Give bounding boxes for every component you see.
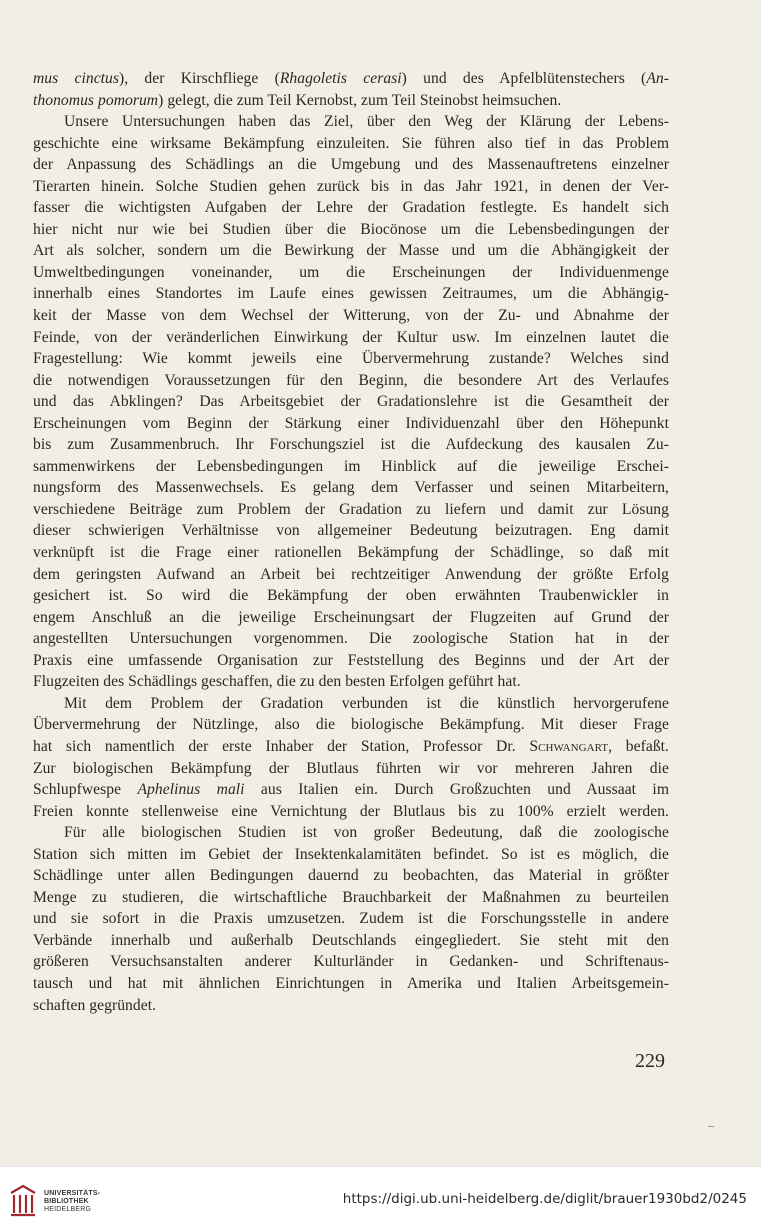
text-line: sammenwirkens der Lebensbedingungen im Hinblick auf die jeweilige Erschei-: [33, 457, 669, 475]
text-line: Zur biologischen Bekämpfung der Blutlaus führten wir vor mehreren Jahren die: [33, 759, 669, 777]
text-line: Erscheinungen vom Beginn der Stärkung einer Individuenzahl über den Höhepunkt: [33, 414, 669, 432]
library-name[interactable]: [44, 1190, 100, 1214]
text-line: der Anpassung des Schädlings an die Umgebung und des Massenauftretens einzelner: [33, 156, 669, 174]
text-line: Flugzeiten des Schädlings geschaffen, die zu den besten Erfolgen geführt hat.: [33, 673, 521, 691]
text-line: Für alle biologischen Studien ist von großer Bedeutung, daß die zoologische: [64, 824, 669, 842]
permalink-url[interactable]: https://digi.ub.uni-heidelberg.de/diglit/brauer1930bd2/0245: [342, 1191, 747, 1207]
library-name-line: UNIVERSITÄTS-: [44, 1190, 101, 1197]
body-text: [33, 68, 669, 1016]
text-line: tausch und hat mit ähnlichen Einrichtungen in Amerika und Italien Arbeitsgemein-: [33, 974, 669, 992]
text-line: gesichert ist. So wird die Bekämpfung der oben erwähnten Traubenwickler in: [33, 587, 669, 605]
page-number: 229: [635, 1050, 665, 1072]
viewer-footer: [0, 1166, 761, 1231]
text-line: angestellten Untersuchungen vorgenommen. Die zoologische Station hat in der: [33, 630, 669, 648]
text-line: und das Abklingen? Das Arbeitsgebiet der Gradationslehre ist die Gesamtheit der: [33, 393, 669, 411]
library-name-line: HEIDELBERG: [44, 1206, 92, 1213]
text-line: bis zum Zusammenbruch. Ihr Forschungsziel ist die Aufdeckung des kausalen Zu-: [33, 436, 669, 454]
text-line: hat sich namentlich der erste Inhaber der Station, Professor Dr. Schwangart, befaßt.: [33, 737, 669, 755]
text-line: Feinde, von der veränderlichen Einwirkung der Kultur usw. Im einzelnen lautet die: [33, 328, 669, 346]
text-line: fasser die wichtigsten Aufgaben der Lehre der Gradation festlegte. Es handelt sich: [33, 199, 669, 217]
text-line: Übervermehrung der Nützlinge, also die biologische Bekämpfung. Mit dieser Frage: [33, 716, 669, 734]
text-line: hier nicht nur wie bei Studien über die Biocönose um die Lebensbedingungen der: [33, 220, 669, 238]
text-line: dieser schwierigen Verhältnisse von allgemeiner Bedeutung beizutragen. Eng damit: [33, 522, 669, 540]
text-line: Mit dem Problem der Gradation verbunden ist die künstlich hervorgerufene: [64, 694, 669, 712]
text-line: schaften gegründet.: [33, 996, 157, 1014]
text-line: mus cinctus), der Kirschfliege (Rhagoletis cerasi) und des Apfelblütenstechers (An-: [33, 70, 669, 87]
text-line: Fragestellung: Wie kommt jeweils eine Übervermehrung zustande? Welches sind: [33, 350, 669, 368]
text-line: Verbände innerhalb und außerhalb Deutschlands eingegliedert. Sie steht mit den: [33, 931, 669, 949]
text-line: die notwendigen Voraussetzungen für den Beginn, die besondere Art des Verlaufes: [33, 371, 669, 389]
text-line: Schlupfwespe Aphelinus mali aus Italien ein. Durch Großzuchten und Aussaat im: [33, 781, 669, 799]
text-line: verschiedene Beiträge zum Problem der Gradation zu liefern und damit zur Lösung: [33, 500, 669, 518]
text-line: Tierarten hinein. Solche Studien gehen zurück bis in das Jahr 1921, in denen der Ver-: [33, 177, 669, 195]
text-line: Station sich mitten im Gebiet der Insektenkalamitäten befindet. So ist es möglich, die: [33, 845, 669, 863]
text-line: Praxis eine umfassende Organisation zur Feststellung des Beginns und der Art der: [33, 651, 669, 669]
text-line: Schädlinge unter allen Bedingungen dauernd zu beobachten, das Material in größter: [33, 867, 669, 885]
text-line: Unsere Untersuchungen haben das Ziel, über den Weg der Klärung der Lebens-: [64, 113, 669, 131]
text-line: keit der Masse von dem Wechsel der Witterung, von der Zu- und Abnahme der: [33, 307, 669, 325]
text-line: geschichte eine wirksame Bekämpfung einzuleiten. Sie führen also tief in das Problem: [33, 134, 669, 152]
scan-mark: [708, 1126, 714, 1127]
text-line: Menge zu studieren, die wirtschaftliche Brauchbarkeit der Maßnahmen zu beurteilen: [33, 888, 669, 906]
text-line: Umweltbedingungen voneinander, um die Erscheinungen der Individuenmenge: [33, 263, 669, 281]
university-library-logo-icon[interactable]: [8, 1183, 38, 1217]
text-line: verknüpft ist die Frage einer rationellen Bekämpfung der Schädlinge, so daß mit: [33, 544, 669, 562]
text-line: Freien konnte stellenweise eine Vernichtung der Blutlaus bis zu 100% erzielt werden.: [33, 802, 669, 820]
text-line: größeren Versuchsanstalten anderer Kulturländer in Gedanken- und Schriftenaus-: [33, 953, 669, 971]
text-line: und sie sofort in die Praxis umzusetzen. Zudem ist die Forschungsstelle in andere: [33, 910, 669, 928]
text-line: dem geringsten Aufwand an Arbeit bei rechtzeitiger Anwendung der größte Erfolg: [33, 565, 669, 583]
text-line: innerhalb eines Standortes im Laufe eines gewissen Zeitraumes, um die Abhängig-: [33, 285, 669, 303]
text-line: thonomus pomorum) gelegt, die zum Teil Kernobst, zum Teil Steinobst heimsuchen.: [33, 91, 562, 109]
text-line: engem Anschluß an die jeweilige Erscheinungsart der Flugzeiten auf Grund der: [33, 608, 669, 626]
library-name-line: BIBLIOTHEK: [44, 1198, 89, 1205]
text-line: nungsform des Massenwechsels. Es gelang dem Verfasser und seinen Mitarbeitern,: [33, 479, 669, 497]
text-line: Art als solcher, sondern um die Bewirkung der Masse und um die Abhängigkeit der: [33, 242, 669, 260]
